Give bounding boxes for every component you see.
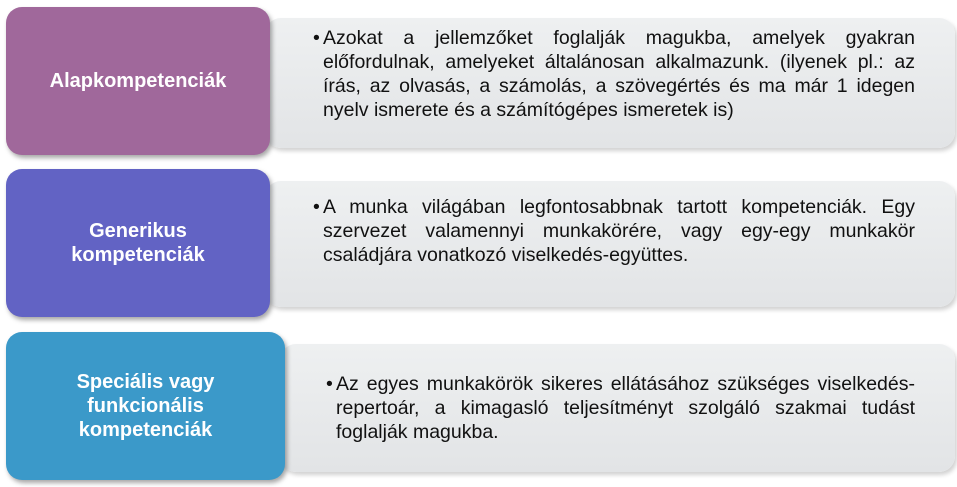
description-box-1: [265, 18, 955, 148]
label-box-alapkompetenciak: [6, 7, 270, 155]
description-text-3: Az egyes munkakörök sikeres ellátásához szükséges viselkedés-repertoár, a kimagasló teljesítményt szolgáló szakmai tudást foglalják magukba.: [336, 373, 915, 443]
bullet-2: •: [313, 196, 320, 218]
label-box-specialis-kompetenciak: [6, 332, 285, 480]
description-box-3: [280, 344, 955, 472]
label-box-generikus-kompetenciak: [6, 169, 270, 317]
label-specialis-kompetenciak: Speciális vagy funkcionális kompetenciák: [76, 371, 215, 441]
bullet-3: •: [326, 373, 333, 395]
description-text-2: A munka világában legfontosabbnak tartott kompetenciák. Egy szervezet valamennyi munkakörére, vagy egy-egy munkakör családjára vonatkozó viselkedés-együttes.: [323, 196, 915, 266]
label-generikus-kompetenciak: Generikus kompetenciák: [71, 220, 205, 266]
description-text-1: Azokat a jellemzőket foglalják magukba, amelyek gyakran előfordulnak, amelyeket általánosan alkalmazunk. (ilyenek pl.: az írás, az olvasás, a számolás, a szövegértés és ma már 1 idegen nyelv ismerete és a számítógépes ismeretek is): [323, 27, 915, 121]
label-alapkompetenciak: Alapkompetenciák: [49, 70, 227, 92]
bullet-1: •: [313, 27, 320, 49]
description-box-2: [265, 181, 955, 307]
